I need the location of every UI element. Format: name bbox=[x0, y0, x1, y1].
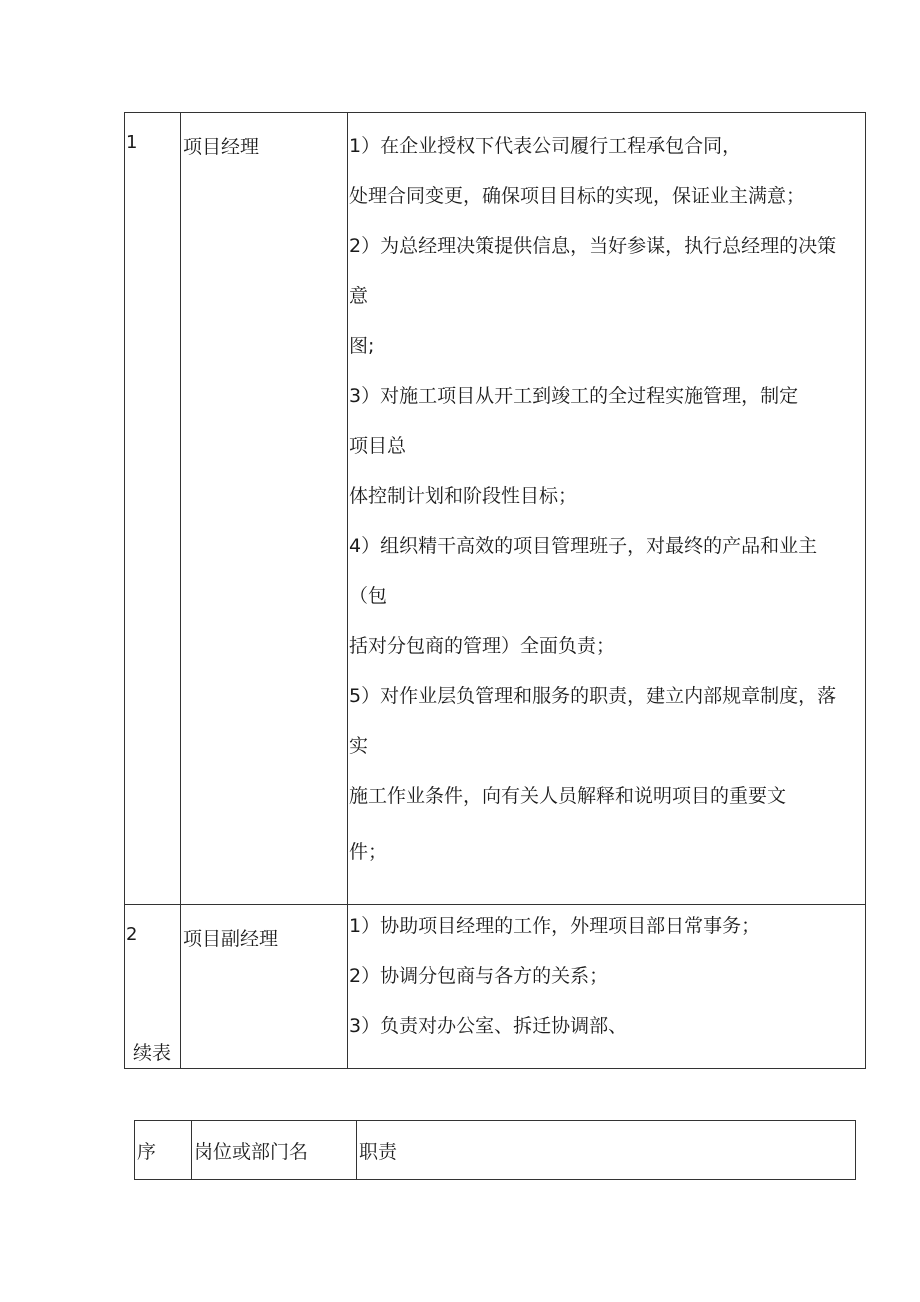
row-number: 1 bbox=[125, 113, 181, 905]
table-header-row bbox=[135, 1121, 856, 1180]
duty-line: 括对分包商的管理）全面负责； bbox=[349, 635, 616, 657]
duty-line: 件； bbox=[349, 841, 388, 863]
duty-line: 1）协助项目经理的工作，外理项目部日常事务； bbox=[349, 915, 761, 937]
duty-line: 4）组织精干高效的项目管理班子，对最终的产品和业主 bbox=[349, 535, 818, 557]
column-header-duties: 职责 bbox=[357, 1121, 856, 1180]
duties-cell bbox=[348, 113, 866, 905]
duty-line: 3）负责对办公室、拆迁协调部、 bbox=[349, 1015, 628, 1037]
table-row bbox=[125, 905, 866, 1069]
duty-line: （包 bbox=[349, 585, 388, 607]
row-number: 2 bbox=[125, 905, 181, 1069]
column-header-number: 序 bbox=[135, 1121, 192, 1180]
duty-line: 体控制计划和阶段性目标； bbox=[349, 485, 578, 507]
duty-line: 处理合同变更，确保项目目标的实现，保证业主满意； bbox=[349, 185, 806, 207]
duties-table bbox=[124, 112, 866, 1069]
continuation-note: 续表 bbox=[133, 1042, 172, 1064]
column-header-position: 岗位或部门名 bbox=[192, 1121, 357, 1180]
duty-line: 1）在企业授权下代表公司履行工程承包合同， bbox=[349, 135, 742, 157]
duty-line: 图; bbox=[349, 335, 375, 357]
duty-line: 5）对作业层负管理和服务的职责，建立内部规章制度，落 bbox=[349, 685, 837, 707]
duty-line: 3）对施工项目从开工到竣工的全过程实施管理，制定 bbox=[349, 385, 799, 407]
duty-line: 施工作业条件，向有关人员解释和说明项目的重要文 bbox=[349, 785, 787, 807]
table-row bbox=[125, 113, 866, 905]
duty-line: 意 bbox=[349, 285, 369, 307]
duty-line: 实 bbox=[349, 735, 369, 757]
duty-line: 2）为总经理决策提供信息，当好参谋，执行总经理的决策 bbox=[349, 235, 837, 257]
duty-line: 项目总 bbox=[349, 435, 407, 457]
position-name: 项目经理 bbox=[181, 113, 348, 905]
header-table bbox=[134, 1120, 856, 1180]
position-name: 项目副经理 bbox=[181, 905, 348, 1069]
duties-cell bbox=[348, 905, 866, 1069]
duty-line: 2）协调分包商与各方的关系； bbox=[349, 965, 609, 987]
